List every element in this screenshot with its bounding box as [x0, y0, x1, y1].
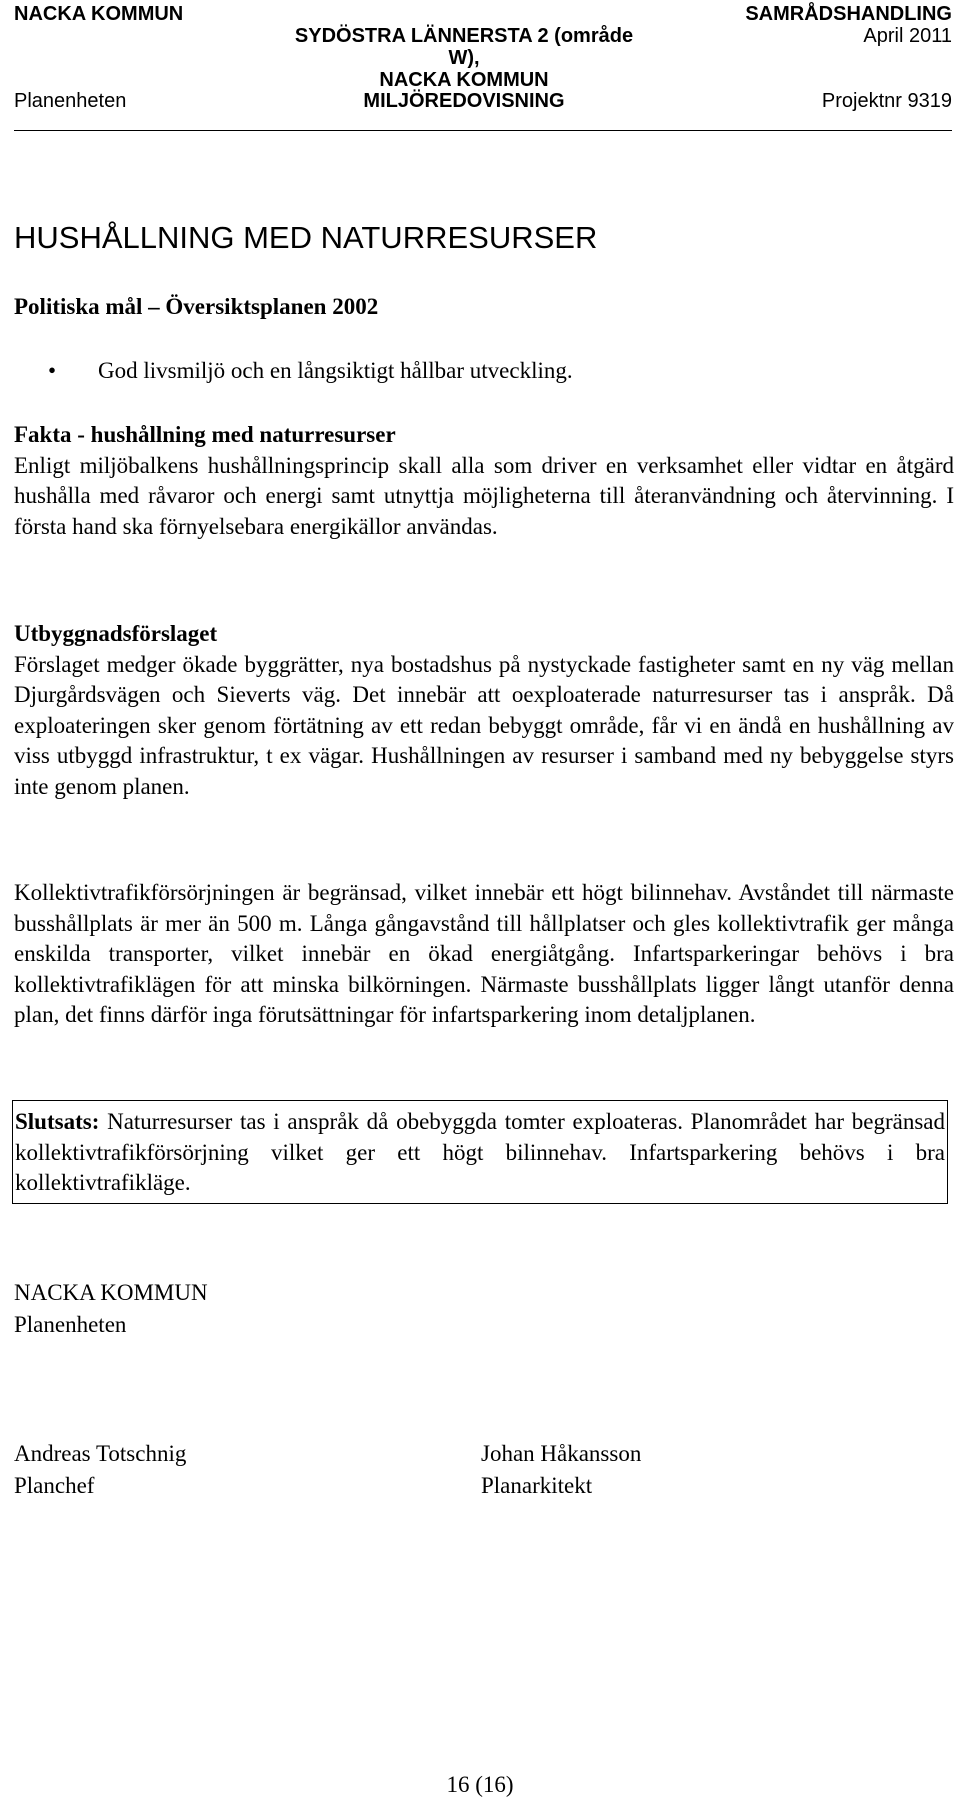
signer-1-title: Planchef: [14, 1473, 95, 1498]
signer-2-title: Planarkitekt: [481, 1473, 593, 1498]
page-number: 16 (16): [446, 1772, 514, 1797]
header-project-line-4: MILJÖREDOVISNING: [363, 90, 565, 112]
transit-paragraph: [14, 878, 954, 1031]
header-unit: Planenheten: [14, 90, 127, 112]
policy-heading: Politiska mål – Översiktsplanen 2002: [14, 294, 379, 319]
header-project-number: Projektnr 9319: [821, 90, 952, 112]
proposal-section: [14, 619, 954, 803]
facts-text: Enligt miljöbalkens hushållningsprincip skall alla som driver en verksamhet eller vidtar en åtgärd hushålla med råvaror och energi samt utnyttja möjligheterna till återanvändning och återvinning. I första hand ska förnyelsebara energikällor användas.: [14, 452, 954, 539]
signer-2-name: Johan Håkansson: [481, 1441, 642, 1466]
bullet-icon: •: [48, 358, 57, 383]
header-org: NACKA KOMMUN: [14, 3, 184, 25]
section-title: HUSHÅLLNING MED NATURRESURSER: [14, 220, 598, 255]
conclusion-box: [12, 1100, 948, 1204]
header-project-line-2: W),: [448, 47, 480, 69]
conclusion-label: Slutsats:: [15, 1109, 100, 1134]
header-date: April 2011: [863, 25, 952, 47]
header-project-line-1: SYDÖSTRA LÄNNERSTA 2 (område: [294, 25, 634, 47]
facts-section: [14, 420, 954, 542]
facts-heading: Fakta - hushållning med naturresurser: [14, 422, 396, 447]
header-document-status: SAMRÅDSHANDLING: [745, 3, 952, 25]
footer-org: NACKA KOMMUN: [14, 1280, 208, 1305]
proposal-heading: Utbyggnadsförslaget: [14, 621, 218, 646]
signer-1-name: Andreas Totschnig: [14, 1441, 187, 1466]
proposal-text: Förslaget medger ökade byggrätter, nya bostadshus på nystyckade fastigheter samt en ny väg mellan Djurgårdsvägen och Sieverts väg. Det innebär att oexploaterade naturresurser tas i anspråk. Då exploateringen sker genom förtätning av ett redan bebyggt område, får vi en ändå en hushållning av viss utbyggd infrastruktur, t ex vägar. Hushållningen av resurser i samband med ny bebyggelse styrs inte genom planen.: [14, 651, 954, 799]
policy-bullet-text: God livsmiljö och en långsiktigt hållbar utveckling.: [98, 358, 573, 383]
transit-text: Kollektivtrafikförsörjningen är begränsad, vilket innebär ett högt bilinnehav. Avståndet till närmaste busshållplats är mer än 500 m. Långa gångavstånd till hållplatser och gles kollektivtrafik ger många enskilda transporter, vilket innebär en ökad energiåtgång. Infartsparkeringar behövs i bra kollektivtrafiklägen för att minska bilkörningen. Närmaste busshållplats ligger långt utanför denna plan, det finns därför inga förutsättningar för infartsparkering inom detaljplanen.: [14, 880, 954, 1028]
footer-unit: Planenheten: [14, 1312, 127, 1337]
header-divider: [14, 130, 952, 131]
conclusion-text: Naturresurser tas i anspråk då obebyggda tomter exploateras. Planområdet har begränsad kollektivtrafikförsörjning vilket ger ett högt bilinnehav. Infartsparkering behövs i bra kollektivtrafikläge.: [15, 1109, 945, 1196]
page-header: [14, 0, 952, 132]
header-project-line-3: NACKA KOMMUN: [379, 69, 549, 91]
